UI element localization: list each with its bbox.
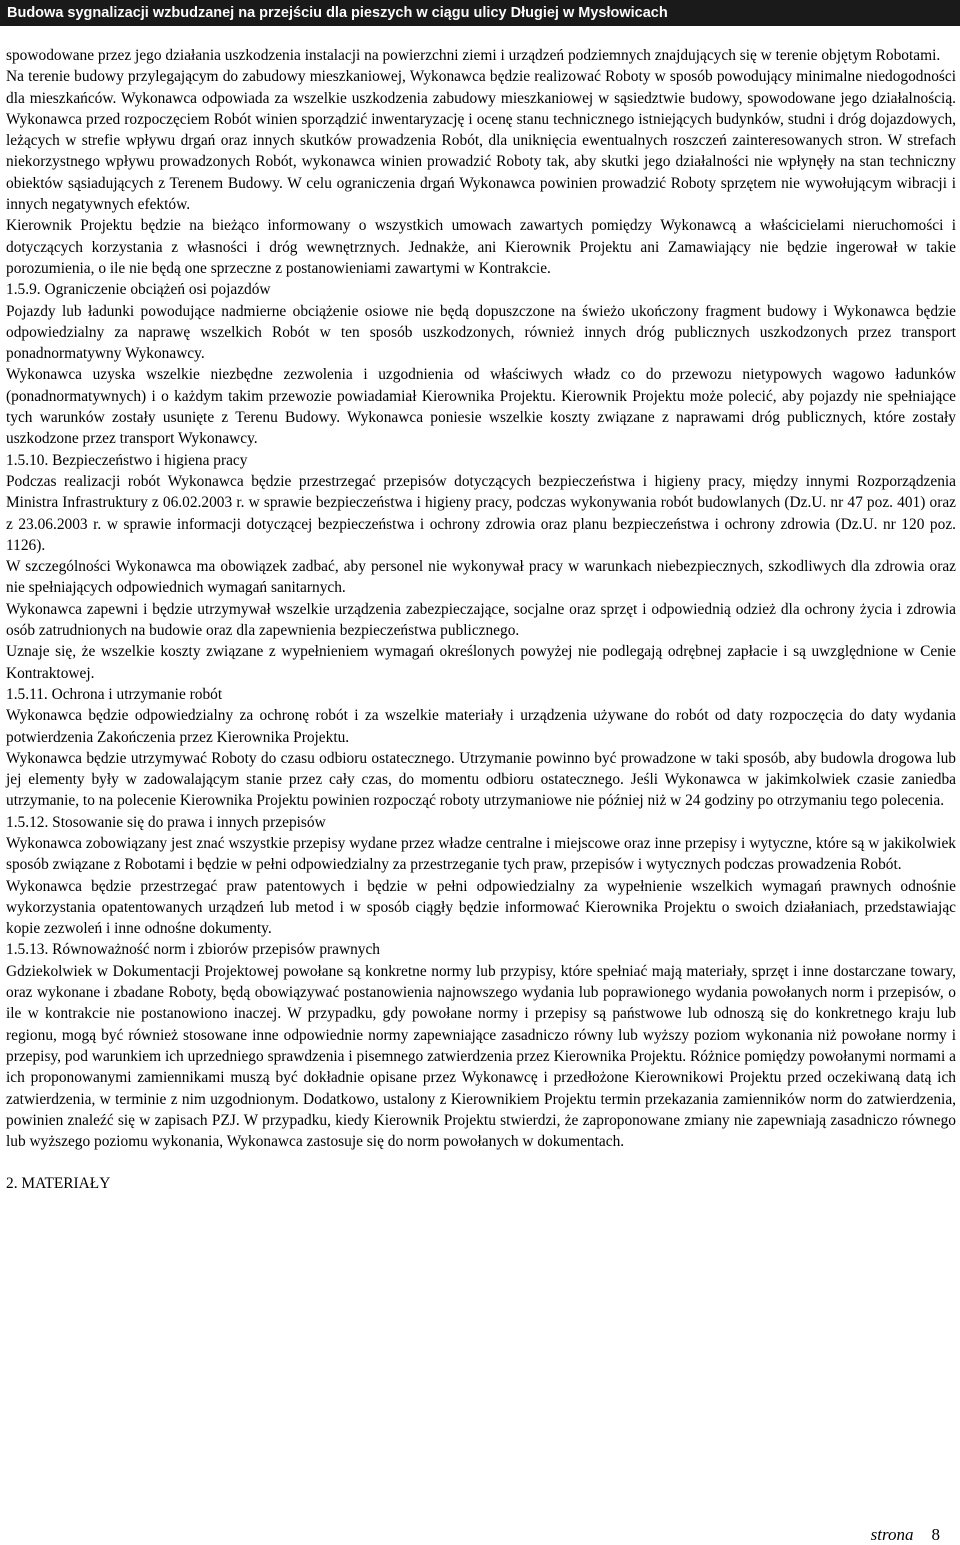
section-heading-1-5-13: 1.5.13. Równoważność norm i zbiorów przepisów prawnych [6, 941, 380, 959]
paragraph: Kierownik Projektu będzie na bieżąco informowany o wszystkich umowach zawartych pomiędzy Wykonawcą a właścicielami nieruchomości i dotyczących korzystania z własności i dróg wewnętrznych. Jednakże, ani Kierownik Projektu ani Zamawiający nie będzie ingerował w takie porozumienia, o ile nie będą one sprzeczne z postanowieniami zawartymi w Kontrakcie. [6, 217, 956, 277]
section-heading-1-5-10: 1.5.10. Bezpieczeństwo i higiena pracy [6, 451, 248, 469]
chapter-heading: 2. MATERIAŁY [6, 1175, 111, 1193]
paragraph: Wykonawca będzie utrzymywać Roboty do czasu odbioru ostatecznego. Utrzymanie powinno być prowadzone w taki sposób, aby budowla drogowa lub jej elementy były w zadowalającym stanie przez cały czas, do momentu odbioru ostatecznego. Jeśli Wykonawca w jakimkolwiek czasie zaniedba utrzymanie, to na polecenie Kierownika Projektu powinien rozpocząć roboty utrzymaniowe nie później niż w 24 godziny po otrzymaniu tego polecenia. [6, 749, 956, 810]
paragraph: Gdziekolwiek w Dokumentacji Projektowej powołane są konkretne normy lub przypisy, które spełniać mają materiały, sprzęt i inne dostarczane towary, oraz wykonane i zbadane Roboty, będą obowiązywać postanowienia najnowszego wydania lub poprawionego wydania powołanych norm i przepisów, o ile w kontrakcie nie postanowiono inaczej. W przypadku, gdy powołane normy i przepisy są państwowe lub odnoszą się do konkretnego kraju lub regionu, mogą być również stosowane inne odpowiednie normy zapewniające zasadniczo równy lub wyższy poziom wykonania niż powołane normy i przepisy, pod warunkiem ich uprzedniego sprawdzenia i pisemnego zatwierdzenia przez Kierownika Projektu. Różnice pomiędzy powołanymi normami a ich proponowanymi zamiennikami muszą być dokładnie opisane przez Wykonawcę i przedłożone Kierownikowi Projektu przed oczekiwaną datą ich zatwierdzenia, w terminie z nim uzgodnionym. Dodatkowo, ustalony z Kierownikiem Projektu termin przekazania zamienników norm do zatwierdzenia, powinien znaleźć się w zapisach PZJ. W przypadku, kiedy Kierownik Projektu stwierdzi, że zaproponowane zmiany nie zapewniają zasadniczo równego lub wyższego poziomu wykonania, Wykonawca zastosuje się do norm powołanych w dokumentach. [6, 962, 956, 1151]
paragraph: Wykonawca będzie odpowiedzialny za ochronę robót i za wszelkie materiały i urządzenia używane do robót od daty rozpoczęcia do daty wydania potwierdzenia Zakończenia przez Kierownika Projektu. [6, 707, 956, 746]
paragraph: Na terenie budowy przylegającym do zabudowy mieszkaniowej, Wykonawca będzie realizować Roboty w sposób powodujący minimalne niedogodności dla mieszkańców. Wykonawca odpowiada za wszelkie uszkodzenia zabudowy mieszkaniowej w sąsiedztwie budowy, spowodowane jego działalnością. Wykonawca przed rozpoczęciem Robót winien sporządzić inwentaryzację i ocenę stanu technicznego istniejących budynków, studni i dróg dojazdowych, leżących w strefie wpływu drgań oraz innych skutków prowadzenia Robót, dla uniknięcia ewentualnych roszczeń zainteresowanych stron. W strefach niekorzystnego wpływu prowadzonych Robót, wykonawca winien prowadzić Roboty tak, aby skutki jego działalności nie wpłynęły na stan techniczny obiektów sąsiadujących z Terenem Budowy. W celu ograniczenia drgań Wykonawca powinien prowadzić Roboty sprzętem nie wywołującym wibracji i innych negatywnych efektów. [6, 68, 956, 214]
paragraph: Podczas realizacji robót Wykonawca będzie przestrzegać przepisów dotyczących bezpieczeństwa i higieny pracy, między innymi Rozporządzenia Ministra Infrastruktury z 06.02.2003 r. w sprawie bezpieczeństwa i higieny pracy, podczas wykonywania robót budowlanych (Dz.U. nr 47 poz. 401) oraz z 23.06.2003 r. w sprawie informacji dotyczącej bezpieczeństwa i ochrony zdrowia oraz planu bezpieczeństwa i ochrony zdrowia (Dz.U. nr 120 poz. 1126). [6, 472, 956, 554]
paragraph: Wykonawca uzyska wszelkie niezbędne zezwolenia i uzgodnienia od właściwych władz co do przewozu nietypowych wagowo ładunków (ponadnormatywnych) i o każdym takim przewozie powiadamiał Kierownika Projektu. Kierownik Projektu może polecić, aby pojazdy nie spełniające tych warunków zostały usunięte z Terenu Budowy. Wykonawca poniesie wszelkie koszty związane z naprawami dróg publicznych, które zostały uszkodzone przez transport Wykonawcy. [6, 366, 956, 448]
paragraph: Pojazdy lub ładunki powodujące nadmierne obciążenie osiowe nie będą dopuszczone na świeżo ukończony fragment budowy i Wykonawca będzie odpowiedzialny za naprawę wszelkich Robót w ten sposób uszkodzonych, również innych dróg publicznych uszkodzonych przez transport ponadnormatywny Wykonawcy. [6, 302, 956, 363]
paragraph: Uznaje się, że wszelkie koszty związane z wypełnieniem wymagań określonych powyżej nie podlegają odrębnej zapłacie i są uwzględnione w Cenie Kontraktowej. [6, 643, 956, 682]
paragraph: spowodowane przez jego działania uszkodzenia instalacji na powierzchni ziemi i urządzeń podziemnych znajdujących się w terenie objętym Robotami. [6, 47, 941, 64]
document-header: Budowa sygnalizacji wzbudzanej na przejściu dla pieszych w ciągu ulicy Długiej w Mysłowicach [0, 0, 960, 26]
page-footer [871, 1525, 940, 1545]
section-heading-1-5-9: 1.5.9. Ograniczenie obciążeń osi pojazdów [6, 281, 271, 299]
paragraph: Wykonawca zobowiązany jest znać wszystkie przepisy wydane przez władze centralne i miejscowe oraz inne przepisy i wytyczne, które są w jakikolwiek sposób związane z Robotami i będzie w pełni odpowiedzialny za przestrzeganie tych praw, przepisów i wytycznych podczas prowadzenia Robót. [6, 834, 956, 874]
page-label: strona [870, 1525, 914, 1544]
section-heading-1-5-12: 1.5.12. Stosowanie się do prawa i innych przepisów [6, 813, 326, 831]
page-number: 8 [931, 1525, 940, 1544]
document-body [6, 45, 956, 1195]
paragraph: Wykonawca zapewni i będzie utrzymywał wszelkie urządzenia zabezpieczające, socjalne oraz sprzęt i odpowiednią odzież dla ochrony życia i zdrowia osób zatrudnionych na budowie oraz dla zapewnienia bezpieczeństwa publicznego. [6, 600, 956, 640]
paragraph: Wykonawca będzie przestrzegać praw patentowych i będzie w pełni odpowiedzialny za wypełnienie wszelkich wymagań prawnych odnośnie wykorzystania opatentowanych urządzeń lub metod i w sposób ciągły będzie informować Kierownika Projektu o swoich działaniach, przedstawiając kopie zezwoleń i inne odnośne dokumenty. [6, 877, 956, 938]
paragraph: W szczególności Wykonawca ma obowiązek zadbać, aby personel nie wykonywał pracy w warunkach niebezpiecznych, szkodliwych dla zdrowia oraz nie spełniających odpowiednich wymagań sanitarnych. [6, 558, 956, 597]
section-heading-1-5-11: 1.5.11. Ochrona i utrzymanie robót [6, 685, 223, 703]
